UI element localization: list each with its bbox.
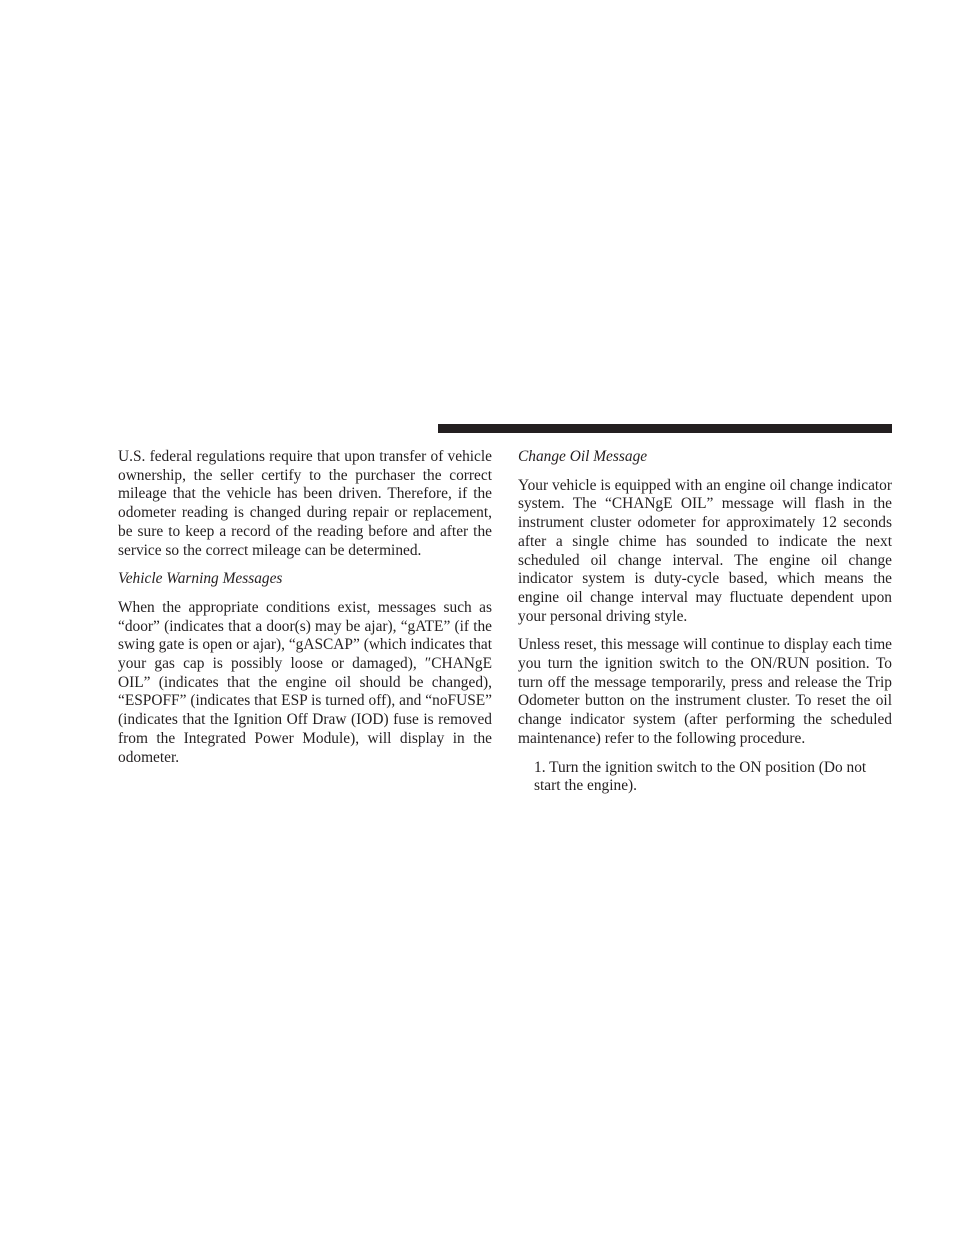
procedure-step-1: 1. Turn the ignition switch to the ON position (Do not start the engine). xyxy=(534,758,867,795)
left-column xyxy=(118,448,492,777)
vehicle-warning-messages-heading: Vehicle Warning Messages xyxy=(118,570,283,588)
change-oil-message-heading: Change Oil Message xyxy=(518,448,648,465)
oil-change-indicator-paragraph: Your vehicle is equipped with an engine oil change indicator system. The “CHANgE OIL” message will flash in the instrument cluster odometer for approximately 12 seconds after a single chime has sounded to indicate the next scheduled oil change interval. The engine oil change indicator system is duty-cycle based, which means the engine oil change interval may fluctuate dependent upon your personal driving style. xyxy=(518,476,892,625)
warning-messages-paragraph: When the appropriate conditions exist, messages such as “door” (indicates that a door(s) may be ajar), “gATE” (if the swing gate is open or ajar), “gASCAP” (which indicates that your gas cap is possibly loose or damaged), ″CHANgE OIL” (indicates that the engine oil should be changed), “ESPOFF” (indicates that ESP is turned off), and “noFUSE” (indicates that the Ignition Off Draw (IOD) fuse is removed from the Integrated Power Module), will display in the odometer. xyxy=(118,598,492,766)
right-column xyxy=(518,448,892,796)
reset-procedure-paragraph: Unless reset, this message will continue to display each time you turn the ignition switch to the ON/RUN position. To turn off the message temporarily, press and release the Trip Odometer button on the instrument cluster. To reset the oil change indicator system (after performing the scheduled maintenance) refer to the following procedure. xyxy=(518,636,892,747)
section-header-rule xyxy=(438,424,892,433)
odometer-regulation-paragraph: U.S. federal regulations require that upon transfer of vehicle ownership, the seller certify to the purchaser the correct mileage that the vehicle has been driven. Therefore, if the odometer reading is changed during repair or replacement, be sure to keep a record of the reading before and after the service so the correct mileage can be determined. xyxy=(118,448,492,559)
